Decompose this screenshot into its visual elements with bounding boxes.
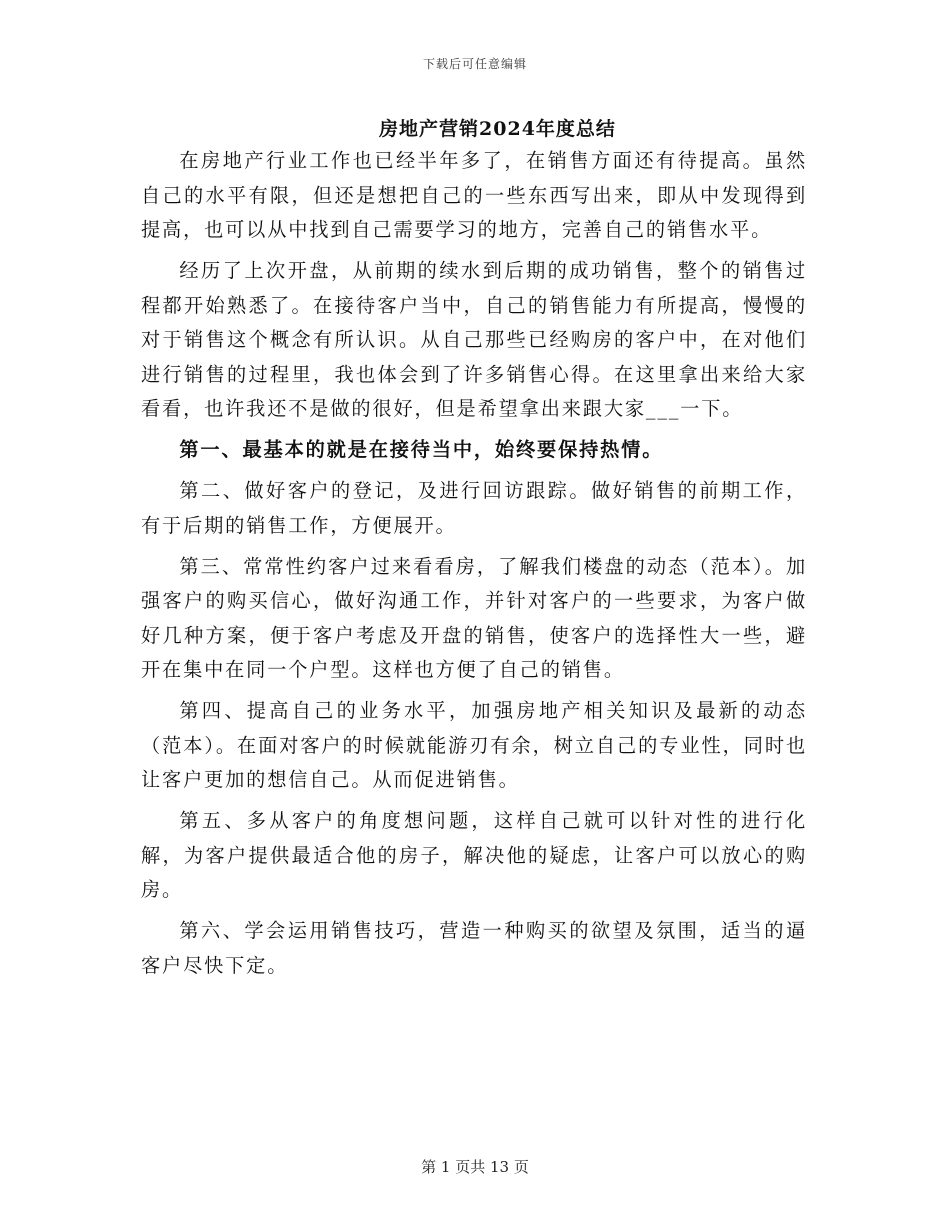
paragraph-point-4: 第四、提高自己的业务水平，加强房地产相关知识及最新的动态（范本）。在面对客户的时候就能游刃有余，树立自己的专业性，同时也让客户更加的想信自己。从而促进销售。 <box>141 699 807 791</box>
header-note: 下载后可任意编辑 <box>422 57 527 71</box>
document-body <box>141 144 807 990</box>
page-footer: 第 1 页共 13 页 <box>421 1158 529 1176</box>
paragraph-experience: 经历了上次开盘，从前期的续水到后期的成功销售，整个的销售过程都开始熟悉了。在接待客户当中，自己的销售能力有所提高，慢慢的对于销售这个概念有所认识。从自己那些已经购房的客户中，在对他们进行销售的过程里，我也体会到了许多销售心得。在这里拿出来给大家看看，也许我还不是做的很好，但是希望拿出来跟大家___一下。 <box>141 259 807 420</box>
paragraph-point-2: 第二、做好客户的登记，及进行回访跟踪。做好销售的前期工作，有于后期的销售工作，方便展开。 <box>141 479 807 537</box>
paragraph-point-6: 第六、学会运用销售技巧，营造一种购买的欲望及氛围，适当的逼客户尽快下定。 <box>141 919 807 977</box>
paragraph-intro: 在房地产行业工作也已经半年多了，在销售方面还有待提高。虽然自己的水平有限，但还是想把自己的一些东西写出来，即从中发现得到提高，也可以从中找到自己需要学习的地方，完善自己的销售水平。 <box>141 149 807 241</box>
paragraph-point-1: 第一、最基本的就是在接待当中，始终要保持热情。 <box>179 438 664 461</box>
paragraph-point-5: 第五、多从客户的角度想问题，这样自己就可以针对性的进行化解，为客户提供最适合他的房子，解决他的疑虑，让客户可以放心的购房。 <box>141 809 807 901</box>
document-title: 房地产营销2024年度总结 <box>379 118 616 140</box>
paragraph-point-3: 第三、常常性约客户过来看看房，了解我们楼盘的动态（范本）。加强客户的购买信心，做好沟通工作，并针对客户的一些要求，为客户做好几种方案，便于客户考虑及开盘的销售，使客户的选择性大一些，避开在集中在同一个户型。这样也方便了自己的销售。 <box>141 554 807 681</box>
